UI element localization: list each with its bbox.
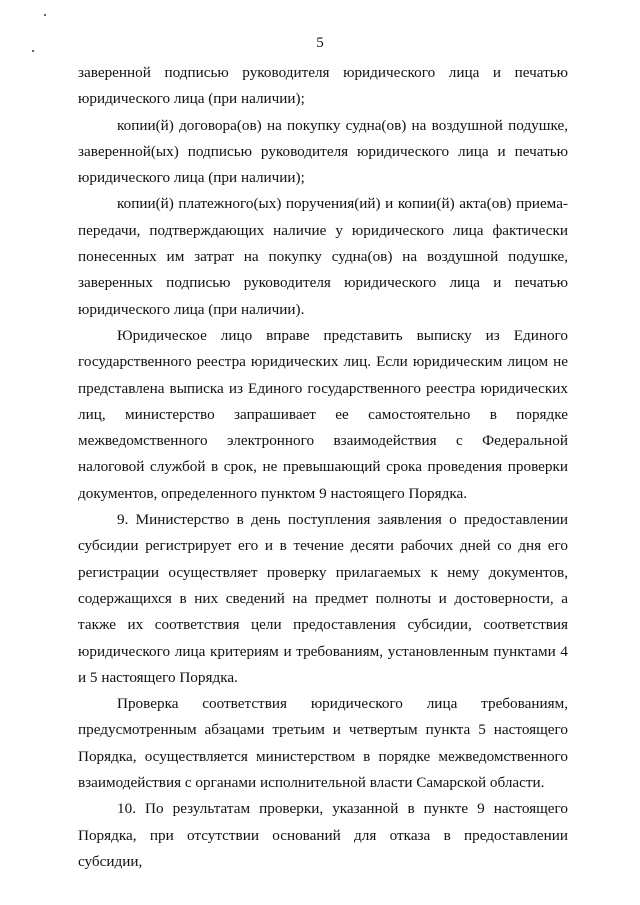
paragraph-item-9: 9. Министерство в день поступления заявления о предоставлении субсидии регистрирует его и в течение десяти рабочих дней со дня его регистрации осуществляет проверку прилагаемых к нему документов, содержащихся в них сведений на предмет полноты и достоверности, а также их соответствия цели предоставления субсидии, соответствия юридического лица критериям и требованиям, установленным пунктами 4 и 5 настоящего Порядка. (78, 511, 568, 686)
paragraph-contract-copies: копии(й) договора(ов) на покупку судна(ов) на воздушной подушке, заверенной(ых) подписью руководителя юридического лица и печатью юридического лица (при наличии); (78, 116, 568, 187)
scan-speck (44, 14, 46, 16)
page-number: 5 (316, 35, 324, 51)
paragraph-payment-copies: копии(й) платежного(ых) поручения(ий) и копии(й) акта(ов) приема-передачи, подтверждающих наличие у юридического лица фактически понесенных им затрат на покупку судна(ов) на воздушной подушке, заверенных подписью руководителя юридического лица и печатью юридического лица (при наличии). (78, 195, 568, 318)
paragraph-interagency-check: Проверка соответствия юридического лица требованиям, предусмотренным абзацами третьим и четвертым пункта 5 настоящего Порядка, осуществляется министерством в порядке межведомственного взаимодействия с органами исполнительной власти Самарской области. (78, 695, 568, 792)
paragraph-registry-extract: Юридическое лицо вправе представить выписку из Единого государственного реестра юридических лиц. Если юридическим лицом не представлена выписка из Единого государственного реестра юридических лиц, министерство запрашивает ее самостоятельно в порядке межведомственного электронного взаимодействия с Федеральной налоговой службой в срок, не превышающий срока проведения проверки документов, определенного пунктом 9 настоящего Порядка. (78, 326, 568, 502)
paragraph-signature-note: заверенной подписью руководителя юридического лица и печатью юридического лица (при наличии); (78, 64, 568, 108)
document-body (78, 60, 568, 875)
paragraph-item-10: 10. По результатам проверки, указанной в пункте 9 настоящего Порядка, при отсутствии оснований для отказа в предоставлении субсидии, (78, 800, 568, 870)
